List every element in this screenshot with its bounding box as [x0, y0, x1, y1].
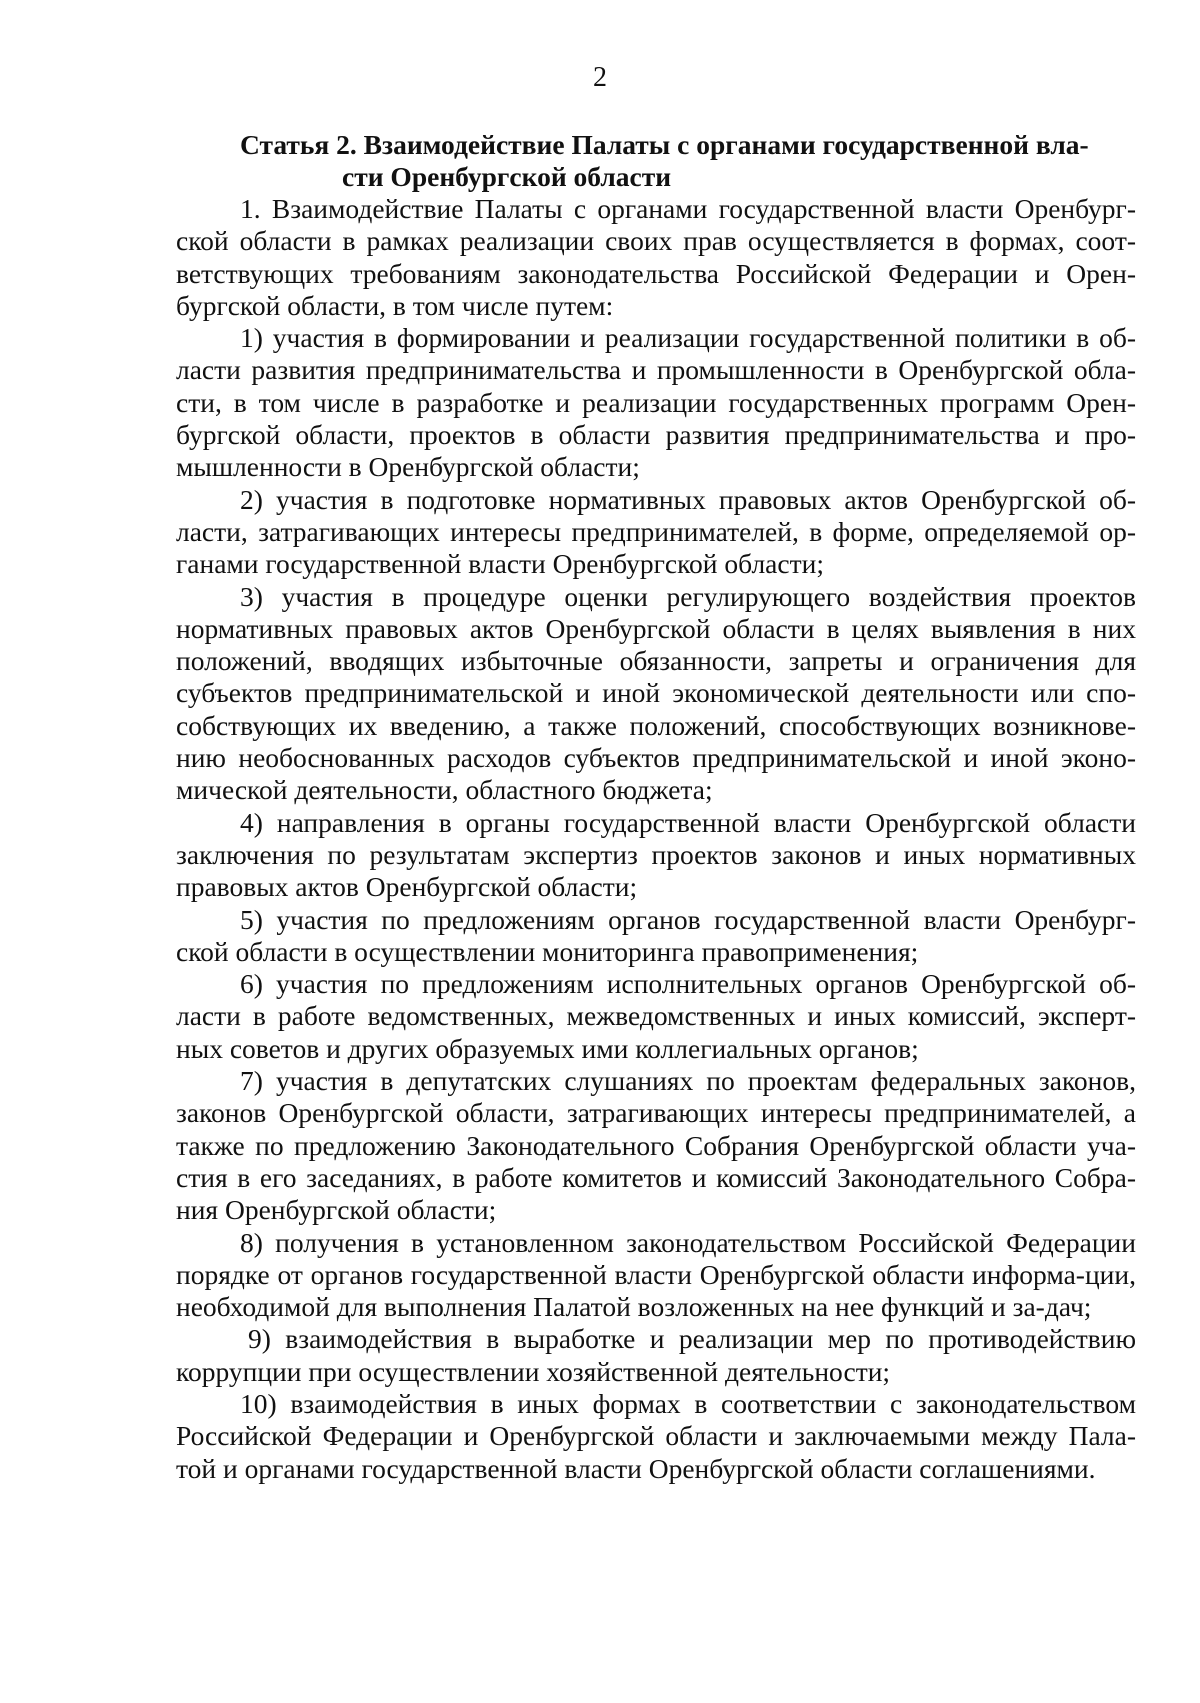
article-heading-line-1: Статья 2. Взаимодействие Палаты с органами государственной вла-: [240, 129, 1089, 160]
list-item: 3) участия в процедуре оценки регулирующего воздействия проектов нормативных правовых актов Оренбургской области в целях выявления в них положений, вводящих избыточные обязанности, запреты и ограничения для субъектов предпринимательской и иной экономической деятельности или спо-собствующих их введению, а также положений, способствующих возникнове-нию необоснованных расходов субъектов предпринимательской и иной эконо-мической деятельности, областного бюджета;: [176, 580, 1136, 806]
list-item: 8) получения в установленном законодательством Российской Федерации порядке от органов государственной власти Оренбургской области информа-ции, необходимой для выполнения Палатой возложенных на нее функций и за-дач;: [176, 1226, 1136, 1323]
article-body: [176, 193, 1136, 1485]
page-number: 2: [593, 62, 607, 93]
list-item: 10) взаимодействия в иных формах в соответствии с законодательством Российской Федерации и Оренбургской области и заключаемыми между Пала-той и органами государственной власти Оренбургской области соглашениями.: [176, 1387, 1136, 1484]
list-item: 6) участия по предложениям исполнительных органов Оренбургской об-ласти в работе ведомственных, межведомственных и иных комиссий, эксперт-ных советов и других образуемых ими коллегиальных органов;: [176, 968, 1136, 1064]
article-heading-line-2: сти Оренбургской области: [342, 161, 672, 192]
list-item: 5) участия по предложениям органов государственной власти Оренбург-ской области в осуществлении мониторинга правоприменения;: [176, 903, 1136, 967]
list-item: 7) участия в депутатских слушаниях по проектам федеральных законов, законов Оренбургской области, затрагивающих интересы предпринимателей, а также по предложению Законодательного Собрания Оренбургской области уча-стия в его заседаниях, в работе комитетов и комиссий Законодательного Собра-ния Оренбургской области;: [176, 1065, 1136, 1226]
list-item: 4) направления в органы государственной власти Оренбургской области заключения по результатам экспертиз проектов законов и иных нормативных правовых актов Оренбургской области;: [176, 806, 1136, 903]
list-item: 9) взаимодействия в выработке и реализации мер по противодействию коррупции при осуществлении хозяйственной деятельности;: [176, 1323, 1136, 1387]
list-item: 2) участия в подготовке нормативных правовых актов Оренбургской об-ласти, затрагивающих интересы предпринимателей, в форме, определяемой ор-ганами государственной власти Оренбургской области;: [176, 483, 1136, 580]
article-intro-paragraph: 1. Взаимодействие Палаты с органами государственной власти Оренбург-ской области в рамках реализации своих прав осуществляется в формах, соот-ветствующих требованиям законодательства Российской Федерации и Орен-бургской области, в том числе путем:: [176, 193, 1136, 321]
list-item: 1) участия в формировании и реализации государственной политики в об-ласти развития предпринимательства и промышленности в Оренбургской обла-сти, в том числе в разработке и реализации государственных программ Орен-бургской области, проектов в области развития предпринимательства и про-мышленности в Оренбургской области;: [176, 322, 1136, 483]
article-heading: [240, 129, 1136, 193]
